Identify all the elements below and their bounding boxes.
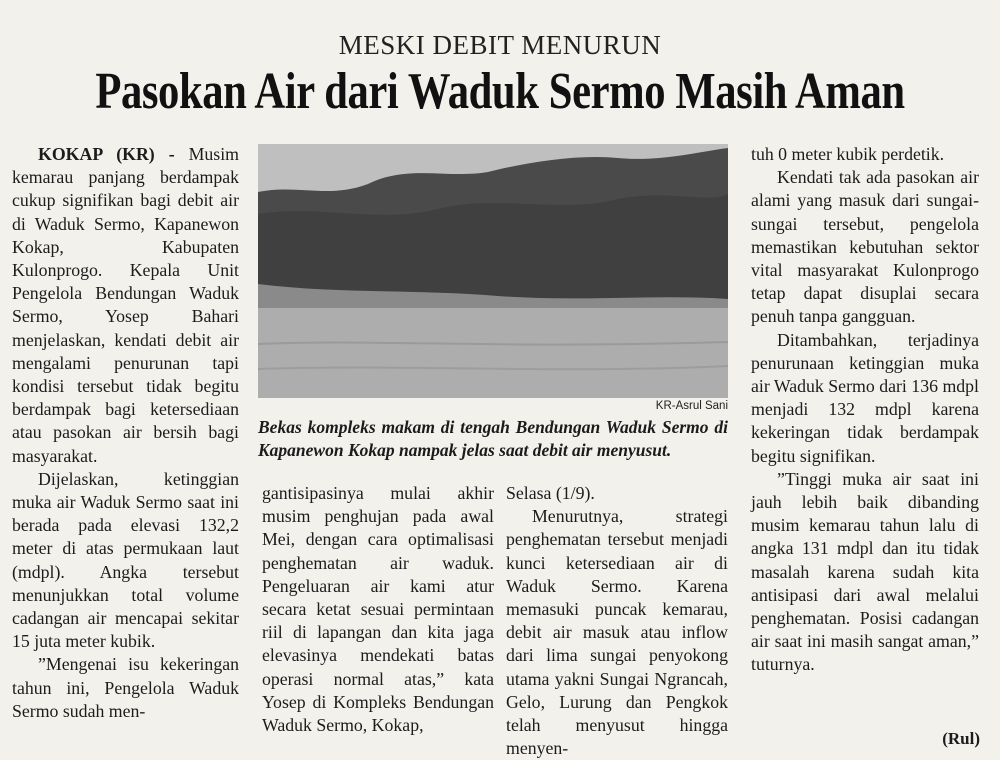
reservoir-illustration <box>258 144 728 398</box>
paragraph-text: Musim kemarau panjang berdampak cukup signifikan bagi debit air di Waduk Sermo, Kapanewon Kokap, Kabupaten Kulonprogo. Kepala Unit Pengelola Bendungan Waduk Sermo, Yosep Bahari menjelaskan, kendati debit air mengalami penurunan tapi kondisi tersebut tidak begitu berdampak bagi ketersediaan atau pasokan air bersih bagi masyarakat. <box>12 144 239 466</box>
body-column-1 <box>12 143 239 723</box>
reservoir-photo <box>258 144 728 398</box>
article-headline: Pasokan Air dari Waduk Sermo Masih Aman <box>95 63 905 120</box>
paragraph: tuh 0 meter kubik perdetik. <box>751 144 945 164</box>
paragraph: Ditambahkan, terjadinya penurunaan ketinggian muka air Waduk Sermo dari 136 mdpl menjadi 132 mdpl karena kekeringan tidak berdampak begitu signifikan. <box>751 329 979 466</box>
photo-caption: Bekas kompleks makam di tengah Bendungan Waduk Sermo di Kapanewon Kokap nampak jelas saat debit air menyusut. <box>258 417 728 460</box>
paragraph <box>12 143 239 468</box>
dateline: KOKAP (KR) - <box>38 144 175 164</box>
article-kicker: MESKI DEBIT MENURUN <box>338 30 662 60</box>
body-column-2 <box>262 482 494 737</box>
paragraph: ”Mengenai isu kekeringan tahun ini, Pengelola Waduk Sermo sudah men- <box>12 654 239 721</box>
author-signoff: (Rul) <box>942 729 980 748</box>
body-column-4 <box>751 143 979 677</box>
paragraph: Menurutnya, strategi penghematan tersebut menjadi kunci ketersediaan air di Waduk Sermo. Karena memasuki puncak kemarau, debit air masuk atau inflow dari lima sungai penyokong utama yakni Sungai Ngrancah, Gelo, Lurung dan Pengkok telah menyusut hingga menyen- <box>506 506 728 759</box>
paragraph: ”Tinggi muka air saat ini jauh lebih baik dibanding musim kemarau tahun lalu di angka 131 mdpl dan itu tidak masalah karena sudah kita antisipasi dari awal melalui penghematan. Posisi cadangan air saat ini masih sangat aman,” tuturnya. <box>751 468 979 675</box>
paragraph: gantisipasinya mulai akhir musim penghujan pada awal Mei, dengan cara optimalisasi penghematan air waduk. Pengeluaran air kami atur secara ketat sesuai permintaan riil di lapangan dan kita jaga elevasinya mendekati batas operasi normal atas,” kata Yosep di Kompleks Bendungan Waduk Sermo, Kokap, <box>262 483 494 736</box>
photo-credit: KR-Asrul Sani <box>655 400 728 412</box>
paragraph: Kendati tak ada pasokan air alami yang masuk dari sungai-sungai tersebut, pengelola memastikan kebutuhan sektor vital masyarakat Kulonprogo tetap dapat disuplai secara penuh tanpa gangguan. <box>751 167 979 327</box>
body-column-3 <box>506 482 728 760</box>
paragraph: Dijelaskan, ketinggian muka air Waduk Sermo saat ini berada pada elevasi 132,2 meter di atas permukaan laut (mdpl). Angka tersebut menunjukkan total volume cadangan air mencapai sekitar 15 juta meter kubik. <box>12 468 239 652</box>
paragraph: Selasa (1/9). <box>506 483 595 503</box>
